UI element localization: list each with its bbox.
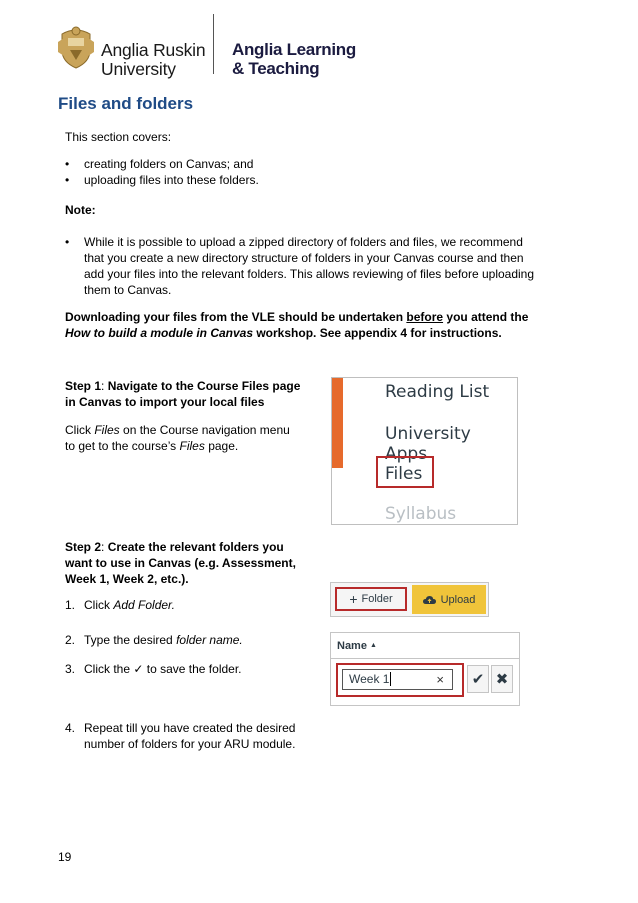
note-line: add your files into the relevant folders. This allows reviewing of files before uploading — [84, 267, 535, 281]
step2-sep: : — [101, 540, 108, 554]
step2-item1 — [65, 597, 175, 613]
note-line: While it is possible to upload a zipped directory of folders and files, we recommend — [84, 235, 523, 249]
column-header-label: Name — [337, 640, 367, 652]
alt-logo — [232, 40, 392, 80]
item-number: 3. — [65, 662, 76, 676]
note-line: them to Canvas. — [84, 283, 172, 297]
nav-item-syllabus[interactable]: Syllabus — [385, 504, 457, 524]
add-folder-term: Add Folder. — [113, 598, 175, 612]
course-nav-screenshot — [331, 377, 518, 525]
item-text: to save the folder. — [146, 662, 242, 676]
step2-heading — [65, 539, 327, 587]
files-term: Files — [179, 439, 205, 453]
nav-item-university-apps[interactable]: University Apps — [385, 424, 471, 464]
step2-item4 — [65, 720, 295, 752]
files-term: Files — [94, 423, 120, 437]
list-item: • uploading files into these folders. — [65, 172, 259, 188]
files-toolbar-screenshot — [330, 582, 489, 617]
step1-body-text: Click — [65, 423, 95, 437]
section-title: Files and folders — [58, 94, 194, 113]
unit-name-line2: & Teaching — [232, 59, 320, 78]
cancel-folder-button[interactable] — [491, 665, 513, 693]
university-name-line1: Anglia Ruskin — [101, 40, 206, 60]
step2-title-line2: want to use in Canvas (e.g. Assessment, — [65, 556, 296, 570]
step2-title-line3: Week 1, Week 2, etc.). — [65, 572, 189, 586]
covers-list — [65, 156, 259, 188]
sort-up-icon: ▲ — [370, 642, 377, 649]
item-number: 4. — [65, 721, 76, 735]
close-icon: ✖ — [495, 671, 509, 688]
nav-item-reading-list[interactable]: Reading List — [385, 382, 490, 402]
folder-name-term: folder name. — [176, 633, 243, 647]
header-divider — [331, 658, 519, 659]
step2-label: Step 2 — [65, 540, 102, 554]
vle-warning — [65, 309, 585, 341]
step1-body-text: to get to the course’s — [65, 439, 180, 453]
workshop-name: How to build a module in Canvas — [65, 326, 254, 340]
note-line: that you create a new directory structure of folders in your Canvas course and then — [84, 251, 524, 265]
upload-button[interactable] — [412, 585, 486, 614]
folder-name-value: Week 1 — [349, 672, 390, 686]
step1-title-line2: in Canvas to import your local files — [65, 395, 265, 409]
item-text: Type the desired — [84, 633, 177, 647]
item-text: Repeat till you have created the desired — [84, 721, 296, 735]
aru-logo — [58, 18, 208, 80]
page-number: 19 — [58, 850, 72, 864]
university-name-line2: University — [101, 59, 176, 79]
step2-item2 — [65, 632, 243, 648]
bullet: • — [65, 235, 70, 249]
step1-heading — [65, 378, 325, 410]
warning-emphasis: before — [406, 310, 444, 324]
cloud-upload-icon — [423, 595, 436, 605]
nav-item-files[interactable]: Files — [385, 464, 423, 484]
warning-text: workshop. See appendix 4 for instructions. — [253, 326, 502, 340]
list-item: • creating folders on Canvas; and — [65, 156, 259, 172]
upload-label: Upload — [440, 593, 476, 606]
item-text: number of folders for your ARU module. — [84, 737, 296, 751]
step1-title: Navigate to the Course Files page — [107, 379, 301, 393]
add-folder-label: Folder — [361, 593, 393, 605]
item-text: Click the — [84, 662, 134, 676]
unit-name-line1: Anglia Learning — [232, 40, 356, 59]
files-highlight — [376, 456, 434, 488]
text-cursor — [390, 672, 391, 686]
crest-icon — [58, 24, 94, 70]
item-number: 1. — [65, 598, 76, 612]
step1-body — [65, 422, 325, 454]
input-highlight — [336, 663, 464, 697]
step1-body-text: page. — [204, 439, 239, 453]
folder-name-input[interactable] — [342, 669, 453, 690]
add-folder-button[interactable] — [335, 587, 407, 611]
header-divider — [213, 14, 214, 74]
folder-name-screenshot — [330, 632, 520, 706]
step1-sep: : — [101, 379, 108, 393]
intro-text: This section covers: — [65, 130, 172, 144]
step2-title: Create the relevant folders you — [107, 540, 284, 554]
warning-text: you attend the — [443, 310, 529, 324]
item-text: Click — [84, 598, 114, 612]
step1-label: Step 1 — [65, 379, 102, 393]
step2-item3 — [65, 661, 242, 677]
active-nav-indicator — [332, 378, 343, 468]
note-label: Note: — [65, 203, 96, 217]
step1-body-text: on the Course navigation menu — [119, 423, 290, 437]
item-number: 2. — [65, 633, 76, 647]
save-folder-button[interactable] — [467, 665, 489, 693]
check-icon: ✓ — [133, 662, 144, 676]
check-icon: ✔ — [471, 671, 485, 688]
plus-icon: + — [349, 591, 358, 607]
name-column-header[interactable] — [337, 640, 377, 652]
warning-text: Downloading your files from the VLE should be undertaken — [65, 310, 407, 324]
clear-icon[interactable]: × — [436, 672, 444, 687]
